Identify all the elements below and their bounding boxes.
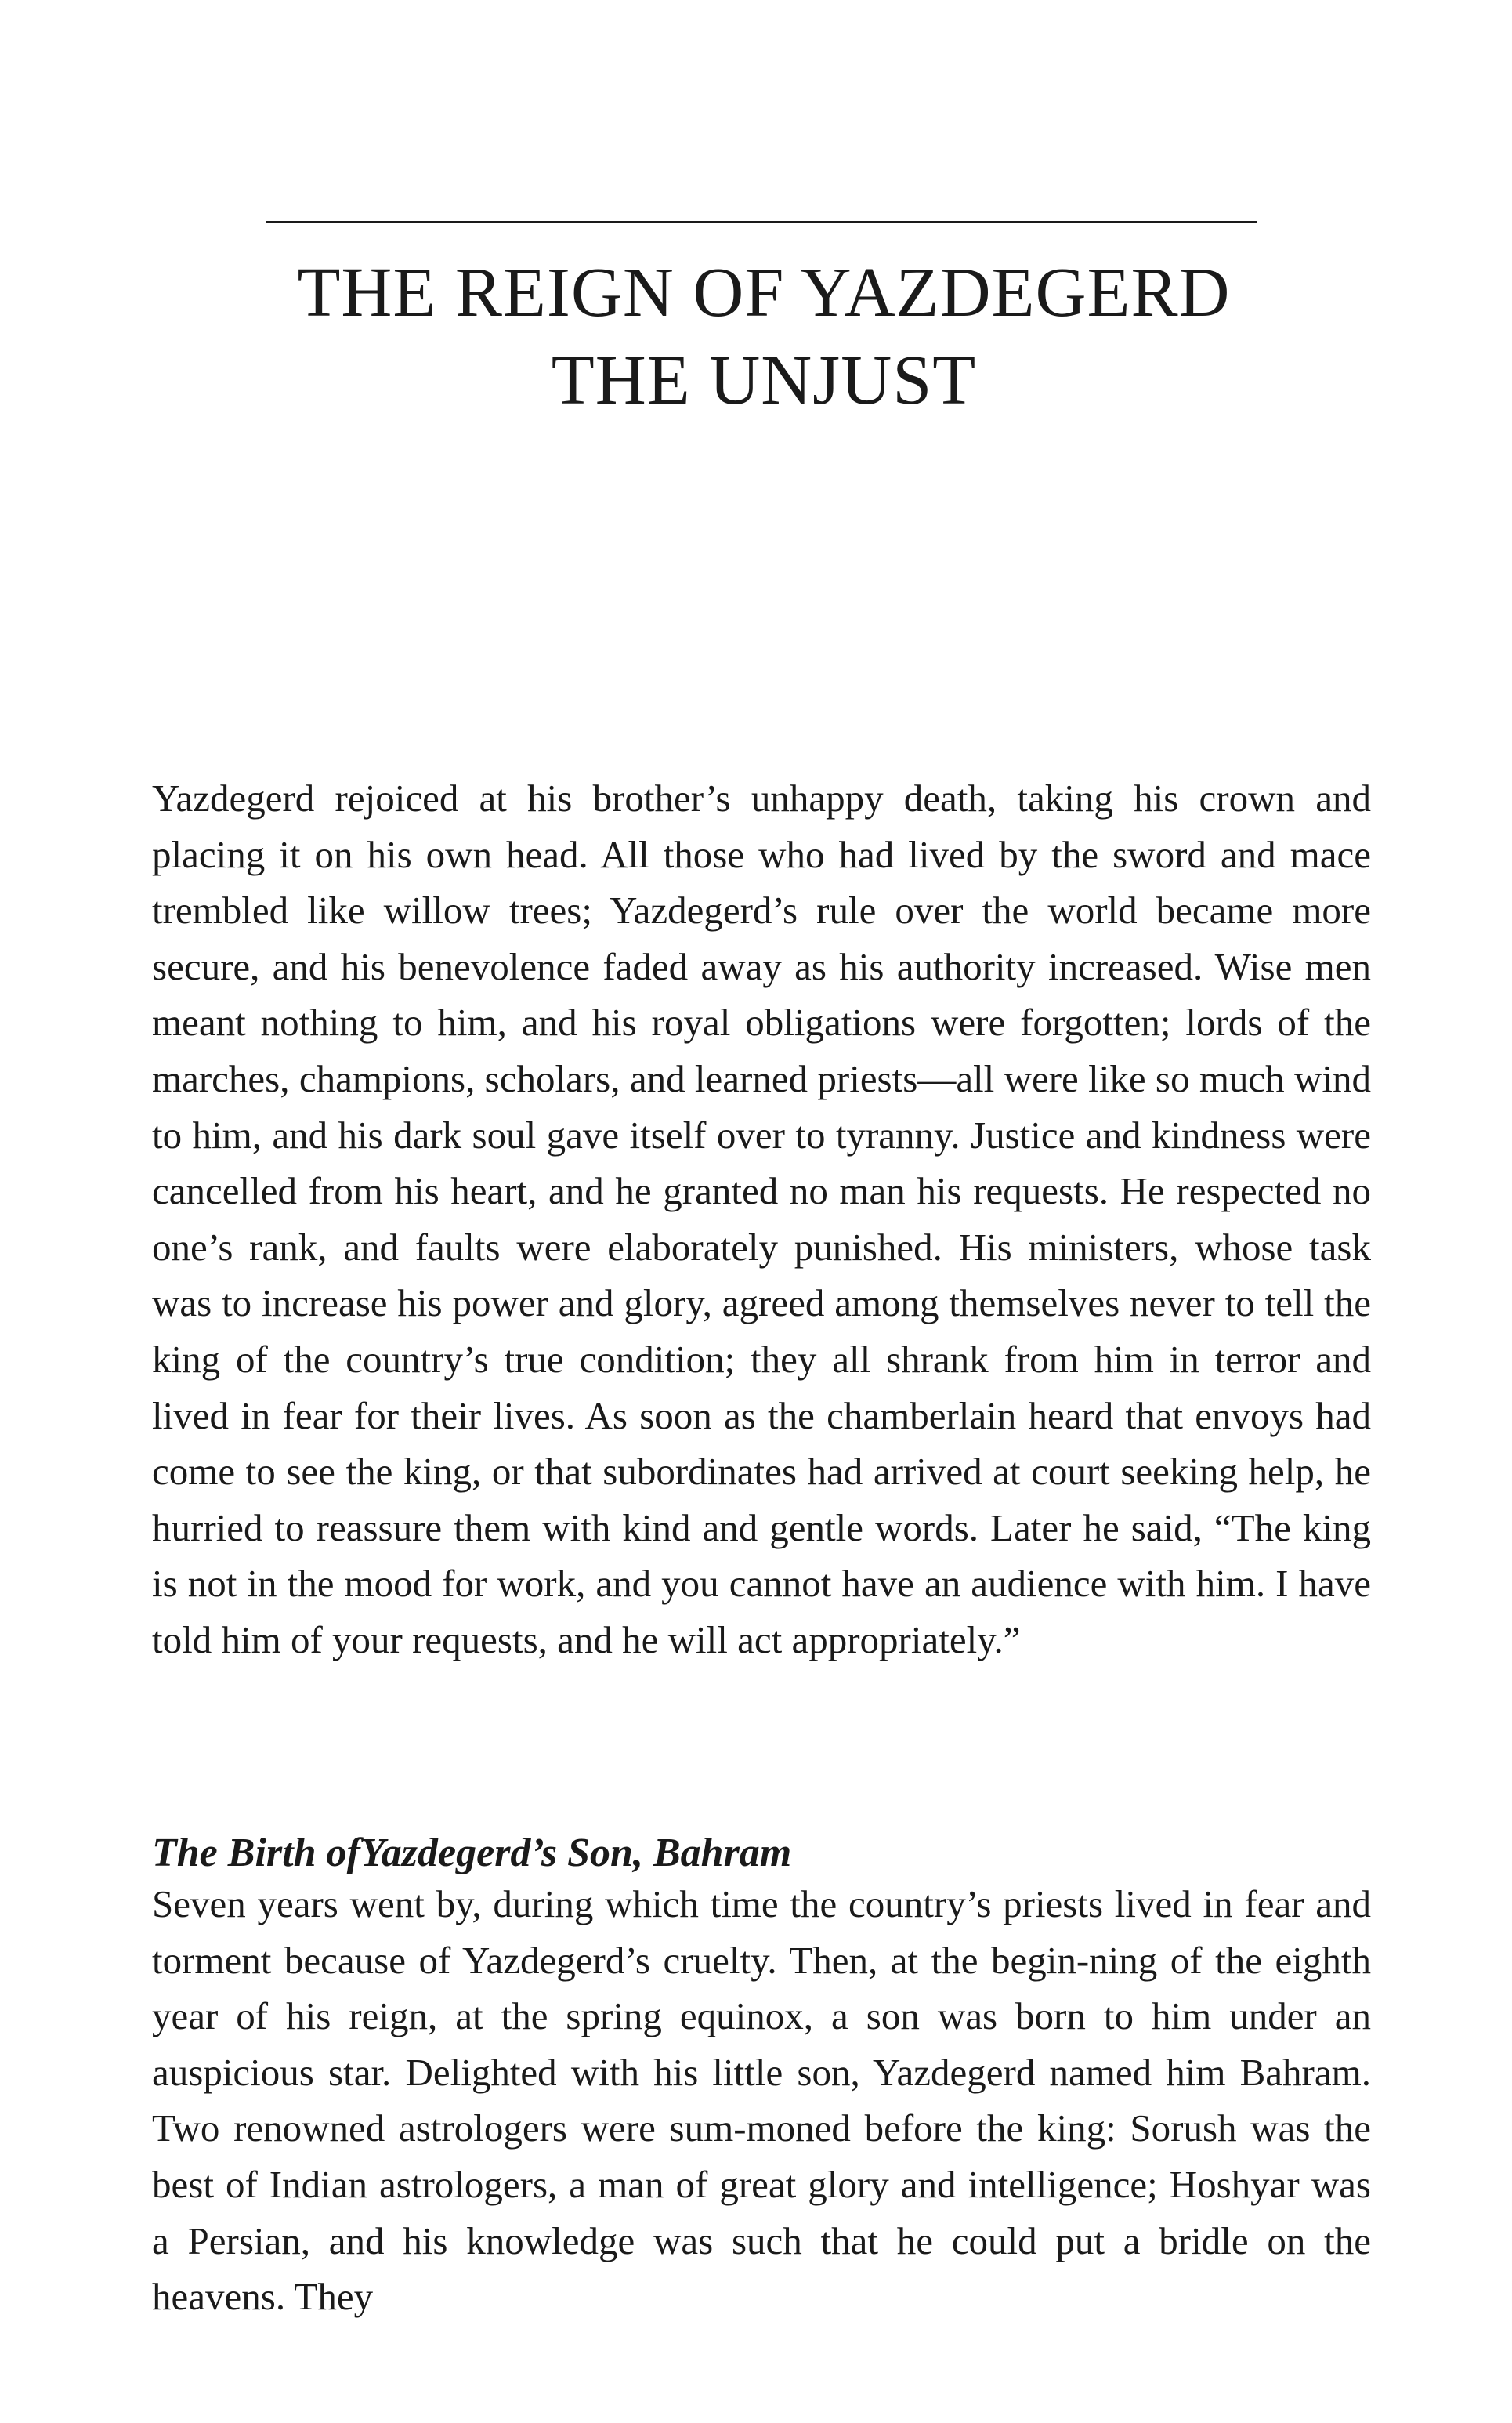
body-paragraph: Yazdegerd rejoiced at his brother’s unhappy death, taking his crown and placing it on his own head. All those who had lived by the sword and mace trembled like willow trees; Yazdegerd’s rule over the world became more secure, and his benevolence faded away as his authority increased. Wise men meant nothing to him, and his royal obligations were forgotten; lords of the marches, champions, scholars, and learned priests—all were like so much wind to him, and his dark soul gave itself over to tyranny. Justice and kindness were cancelled from his heart, and he granted no man his requests. He respected no one’s rank, and faults were elaborately punished. His ministers, whose task was to increase his power and glory, agreed among themselves never to tell the king of the country’s true condition; they all shrank from him in terror and lived in fear for their lives. As soon as the chamberlain heard that envoys had come to see the king, or that subordinates had arrived at court seeking help, he hurried to reassure them with kind and gentle words. Later he said, “The king is not in the mood for work, and you cannot have an audience with him. I have told him of your requests, and he will act appropriately.”: [152, 777, 1371, 1661]
chapter-title-line-2: THE UNJUST: [551, 342, 977, 419]
chapter-title-line-1: THE REIGN OF YAZDEGERD: [297, 254, 1231, 331]
chapter-title: [157, 249, 1371, 425]
section-paragraph: Seven years went by, during which time the country’s priests lived in fear and torment because of Yazdegerd’s cruelty. Then, at the begin-ning of the eighth year of his reign, at the spring equinox, a son was born to him under an auspicious star. Delighted with his little son, Yazdegerd named him Bahram. Two renowned astrologers were sum-moned before the king: Sorush was the best of Indian astrologers, a man of great glory and intelligence; Hoshyar was a Persian, and his knowledge was such that he could put a bridle on the heavens. They: [152, 1882, 1371, 2319]
title-rule: [266, 221, 1257, 223]
section-heading: The Birth ofYazdegerd’s Son, Bahram: [152, 1831, 792, 1875]
